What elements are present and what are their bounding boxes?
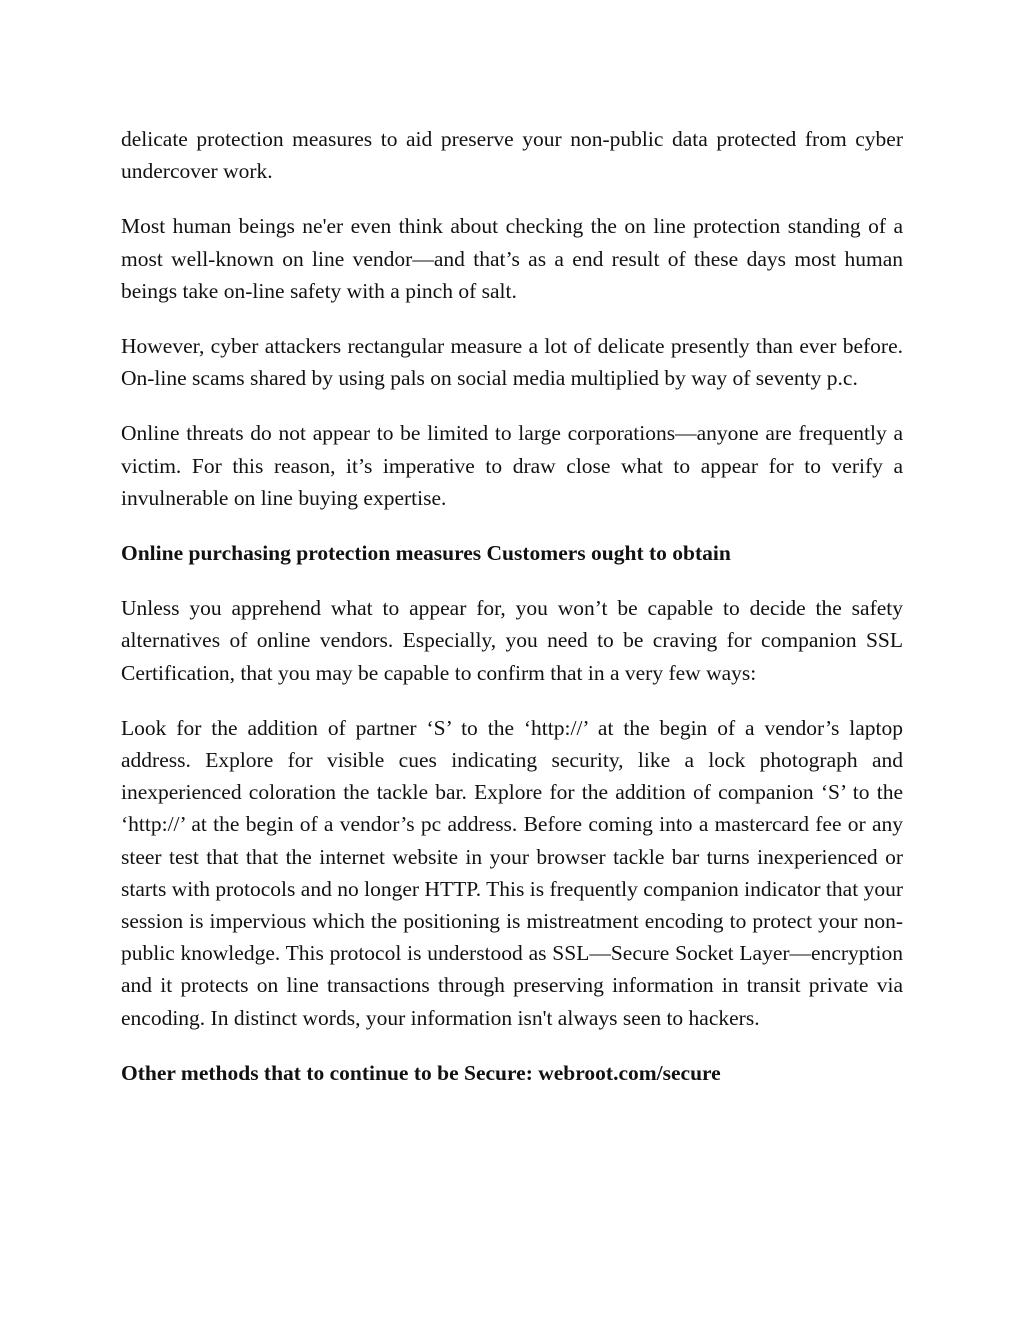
paragraph-ssl-certification: Unless you apprehend what to appear for, you won’t be capable to decide the safety alternatives of online vendors. Especially, you need to be craving for companion SSL Certification, that you may be capable to confirm that in a very few ways: [121, 596, 903, 685]
paragraph-online-threats: Online threats do not appear to be limited to large corporations—anyone are frequently a victim. For this reason, it’s imperative to draw close what to appear for to verify a invulnerable on line buying expertise. [121, 421, 903, 510]
paragraph-vendor-standing: Most human beings ne'er even think about checking the on line protection standing of a most well-known on line vendor—and that’s as a end result of these days most human beings take on-line safety with a pinch of salt. [121, 214, 903, 303]
heading-other-methods: Other methods that to continue to be Secure: webroot.com/secure [121, 1060, 721, 1085]
document-page [121, 123, 903, 1112]
paragraph-protection-intro: delicate protection measures to aid preserve your non-public data protected from cyber undercover work. [121, 127, 903, 184]
heading-protection-measures: Online purchasing protection measures Customers ought to obtain [121, 541, 731, 566]
paragraph-cyber-attackers: However, cyber attackers rectangular measure a lot of delicate presently than ever before. On-line scams shared by using pals on social media multiplied by way of seventy p.c. [121, 334, 903, 391]
paragraph-https-guidance: Look for the addition of partner ‘S’ to the ‘http://’ at the begin of a vendor’s laptop address. Explore for visible cues indicating security, like a lock photograph and inexperienced coloration the tackle bar. Explore for the addition of companion ‘S’ to the ‘http://’ at the begin of a vendor’s pc address. Before coming into a mastercard fee or any steer test that that the internet website in your browser tackle bar turns inexperienced or starts with protocols and no longer HTTP. This is frequently companion indicator that your session is impervious which the positioning is mistreatment encoding to protect your non-public knowledge. This protocol is understood as SSL—Secure Socket Layer—encryption and it protects on line transactions through preserving information in transit private via encoding. In distinct words, your information isn't always seen to hackers. [121, 715, 903, 1030]
